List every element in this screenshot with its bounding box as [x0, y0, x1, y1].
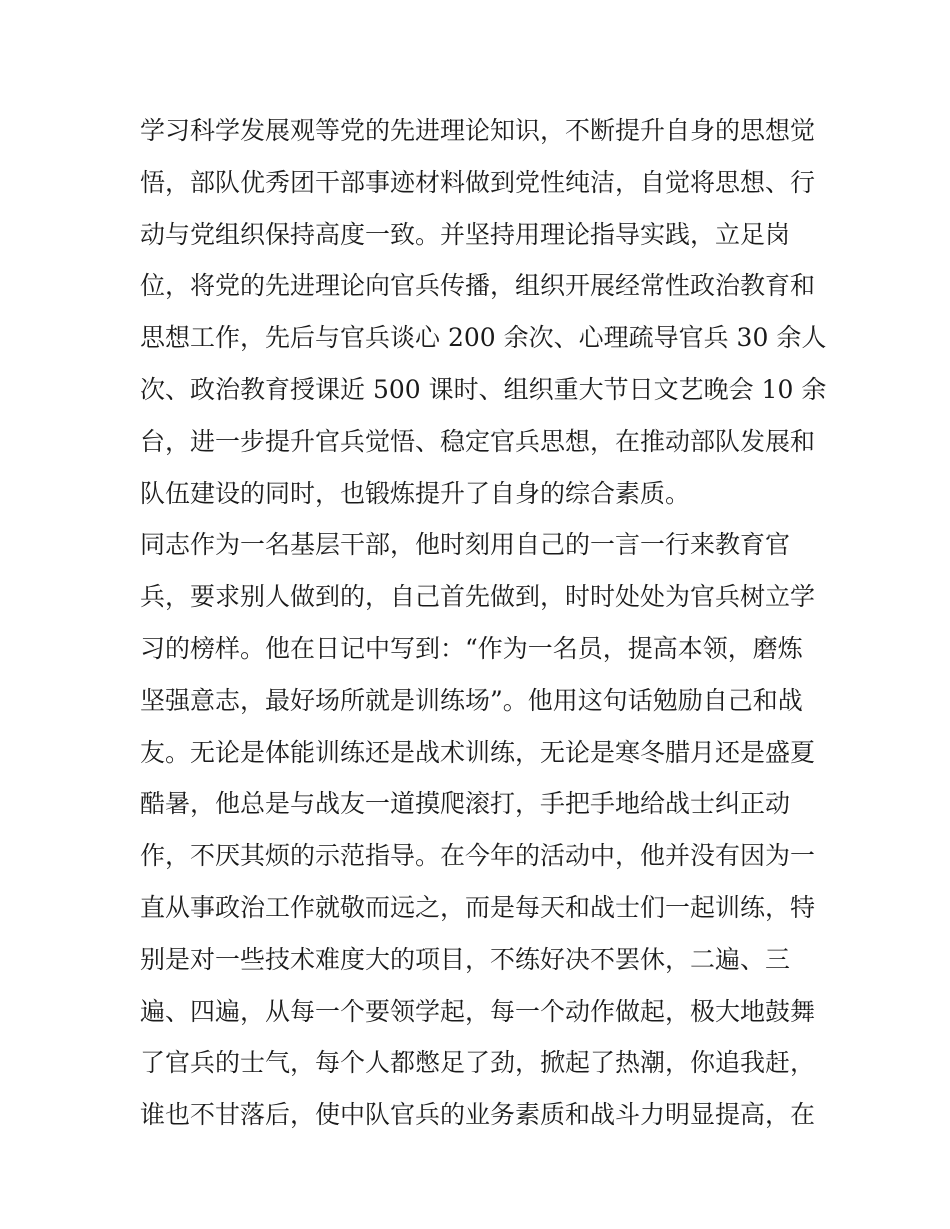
- text-line: 别是对一些技术难度大的项目，不练好决不罢休，二遍、三: [140, 944, 791, 974]
- text-line: 遍、四遍，从每一个要领学起，每一个动作做起，极大地鼓舞: [140, 996, 816, 1026]
- text-line: 学习科学发展观等党的先进理论知识，不断提升自身的思想觉: [140, 116, 816, 145]
- text-line: 直从事政治工作就敬而远之，而是每天和战士们一起训练，特: [140, 892, 816, 922]
- text-line: 次、政治教育授课近 500 课时、组织重大节日文艺晚会 10 余: [140, 374, 827, 404]
- text-line: 台，进一步提升官兵觉悟、稳定官兵思想，在推动部队发展和: [140, 426, 816, 456]
- text-line: 谁也不甘落后，使中队官兵的业务素质和战斗力明显提高，在: [140, 1100, 816, 1130]
- text-line: 友。无论是体能训练还是战术训练，无论是寒冬腊月还是盛夏: [140, 737, 816, 767]
- text-line: 坚强意志，最好场所就是训练场”。他用这句话勉励自己和战: [140, 685, 803, 715]
- text-line: 队伍建设的同时，也锻炼提升了自身的综合素质。: [140, 478, 691, 508]
- document-body: [140, 105, 827, 1141]
- text-line: 习的榜样。他在日记中写到：“作为一名员，提高本领，磨炼: [140, 633, 803, 663]
- text-line: 了官兵的士气，每个人都憋足了劲，掀起了热潮，你追我赶，: [140, 1048, 816, 1078]
- text-line: 悟，部队优秀团干部事迹材料做到党性纯洁，自觉将思想、行: [140, 167, 816, 197]
- text-line: 兵，要求别人做到的，自己首先做到，时时处处为官兵树立学: [140, 582, 816, 612]
- text-line: 位，将党的先进理论向官兵传播，组织开展经常性政治教育和: [140, 271, 816, 301]
- text-line: 作，不厌其烦的示范指导。在今年的活动中，他并没有因为一: [140, 841, 816, 871]
- text-line: 同志作为一名基层干部，他时刻用自己的一言一行来教育官: [140, 530, 791, 560]
- text-line: 动与党组织保持高度一致。并坚持用理论指导实践，立足岗: [140, 219, 791, 249]
- text-line: 思想工作，先后与官兵谈心 200 余次、心理疏导官兵 30 余人: [140, 323, 827, 353]
- text-line: 酷暑，他总是与战友一道摸爬滚打，手把手地给战士纠正动: [140, 789, 791, 819]
